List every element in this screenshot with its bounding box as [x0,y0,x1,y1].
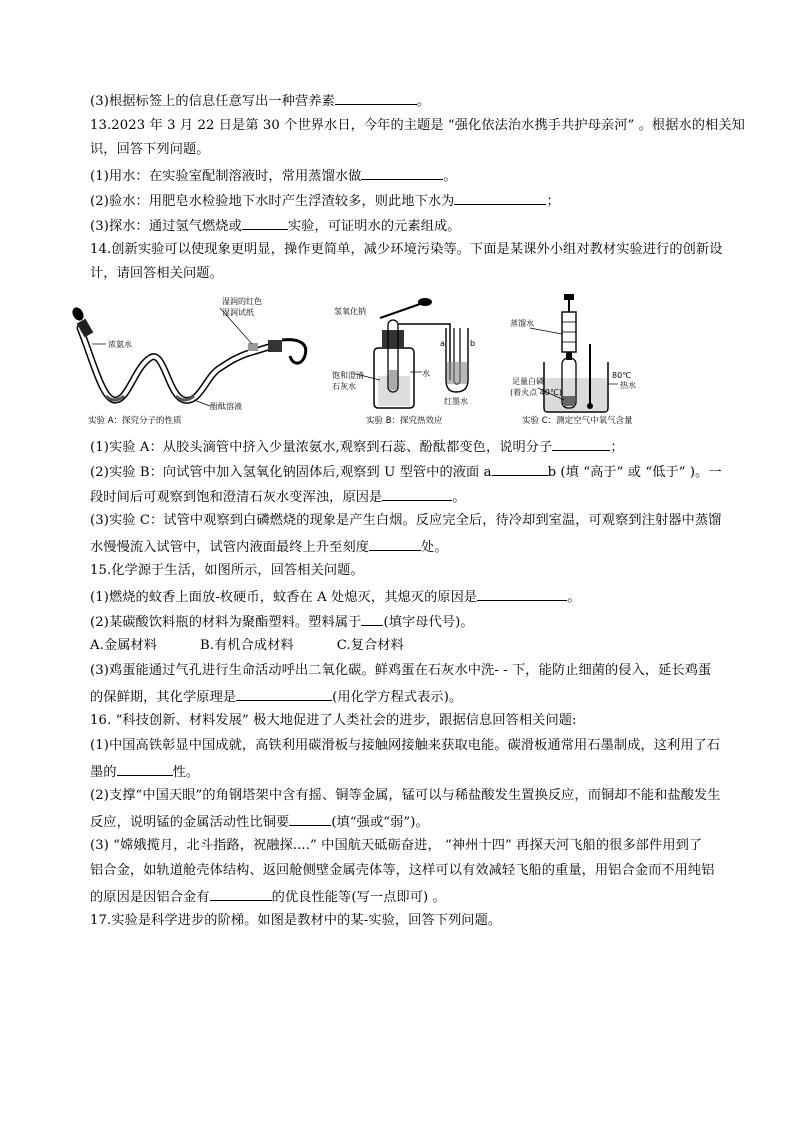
figure-c-caption: 实验 C：测定空气中氧气含量 [522,416,633,426]
text-line: (3)实验 C：试管中观察到白磷燃烧的现象是产生白烟。反应完全后，待冷却到室温，可观察到注射器中蒸馏 [90,513,722,528]
answer-blank[interactable] [236,687,332,701]
text-line: 识，回答下列问题。 [90,142,210,157]
label-limewater: 石灰水 [332,382,356,391]
figure-b-caption: 实验 B：探究热效应 [366,416,443,426]
answer-blank[interactable] [335,91,417,105]
label-hot-water: 热水 [620,381,636,390]
text-line: (2)实验 B：向试管中加入氢氧化钠固体后,观察到 U 型管中的液面 a b (填 “高于” 或 “低于” )。一 [90,462,730,482]
answer-blank[interactable] [382,487,452,501]
text-line: 水慢慢流入试管中，试管内液面最终上升至刻度 处。 [90,537,730,557]
answer-blank[interactable] [361,166,443,180]
label-saturated: 饱和澄清 [332,371,364,380]
label-red-paper: 湿润的红色 [222,297,262,306]
answer-blank[interactable] [289,812,331,826]
label-white-phosphorus: 足量白磷 [512,377,544,386]
question-17-stem: 17.实验是科学进步的阶梯。如图是教材中的某-实验，回答下列问题。 [90,913,502,928]
text-line: (3)鸡蛋能通过气孔进行生命活动呼出二氧化碳。鲜鸡蛋在石灰水中洗- - 下，能防止细菌的侵入，延长鸡蛋 [90,663,712,678]
answer-blank[interactable] [454,191,546,205]
text-line: 墨的 性。 [90,762,730,782]
text-line: (1)用水：在实验室配制溶液时，常用蒸馏水做 。 [90,166,730,186]
text-line: (3)探水：通过氢气燃烧或 实验，可证明水的元素组成。 [90,216,730,236]
text-line: (1)中国高铁彰显中国成就，高铁利用碳滑板与接触网接触来获取电能。碳滑板通常用石墨制成，这利用了石 [90,738,721,753]
label-water: 水 [422,369,430,378]
label-naoh: 氢氧化钠 [334,307,366,316]
option-list: A.金属材料 B.有机合成材料 C.复合材料 [90,638,404,653]
text-line: (1)实验 A：从胶头滴管中挤入少量浓氨水,观察到石蕊、酚酞都变色，说明分子 ； [90,437,730,457]
label-red-ink: 红墨水 [444,397,468,406]
text-line: (3) “嫦娥揽月，北斗指路，祝融探....” 中国航天砥砺奋进， “神州十四” 再探天河飞船的很多部件用到了 [90,838,703,853]
answer-blank[interactable] [369,537,421,551]
answer-blank[interactable] [117,762,173,776]
label-wet-paper: 湿润试纸 [222,308,254,317]
label-ignition-point: (着火点 40℃) [510,388,562,397]
figure-a-caption: 实验 A：探究分子的性质 [88,416,182,426]
question-15-stem: 15.化学源于生活，如图所示，回答相关问题。 [90,563,364,578]
text-line: 段时间后可观察到饱和澄清石灰水变浑浊，原因是 。 [90,487,730,507]
text-line: 计，请回答相关问题。 [90,266,223,281]
label-temperature: 80℃ [612,371,632,380]
text-line: 的保鲜期，其化学原理是 (用化学方程式表示)。 [90,687,730,707]
answer-blank[interactable] [361,612,383,626]
text-line: (1)燃烧的蚊香上面放-枚硬币，蚊香在 A 处熄灭，其熄灭的原因是 。 [90,587,730,607]
question-14-stem: 14.创新实验可以使现象更明显，操作更简单，减少环境污染等。下面是某课外小组对教材实验进行的创新设 [90,242,723,257]
figure-experiment-a [72,288,312,428]
text-line: (2)验水：用肥皂水检验地下水时产生浮渣较多，则此地下水为 ； [90,191,730,211]
text-line: 铝合金，如轨道舱壳体结构、返回舱侧壁金属壳体等，这样可以有效减轻飞船的重量，用铝合金而不用纯铝 [90,863,715,878]
text-line: (3)根据标签上的信息任意写出一种营养素 。 [90,91,730,111]
figure-experiment-b [330,288,500,428]
label-phenolphthalein: 酚酞溶液 [210,402,242,411]
label-b: b [470,339,476,348]
label-a: a [440,339,445,348]
text-line: (2)支撑“中国天眼”的角钢塔架中含有摇、铜等金属，锰可以与稀盐酸发生置换反应，而铜却不能和盐酸发生 [90,788,721,803]
text-line: (2)某碳酸饮料瓶的材料为聚酯塑料。塑料属于 (填字母代号)。 [90,612,730,632]
label-ammonia: 浓氨水 [108,340,132,349]
question-16-stem: 16. “科技创新、材料发展” 极大地促进了人类社会的进步，跟据信息回答相关问题: [90,713,577,728]
answer-blank[interactable] [210,887,272,901]
answer-blank[interactable] [477,587,567,601]
answer-blank[interactable] [552,437,610,451]
text-line: 反应，说明锰的金属活动性比铜要 (填“强或“弱”)。 [90,812,730,832]
question-13-stem: 13.2023 年 3 月 22 日是第 30 个世界水日，今年的主题是 “强化依法治水携手共护母亲河” 。根据水的相关知 [90,118,745,133]
answer-blank[interactable] [492,462,548,476]
answer-blank[interactable] [242,216,288,230]
text-line: 的原因是因铝合金有 的优良性能等(写一点即可) 。 [90,887,730,907]
figure-experiment-c [508,288,678,428]
label-distilled-water: 蒸馏水 [510,319,534,328]
